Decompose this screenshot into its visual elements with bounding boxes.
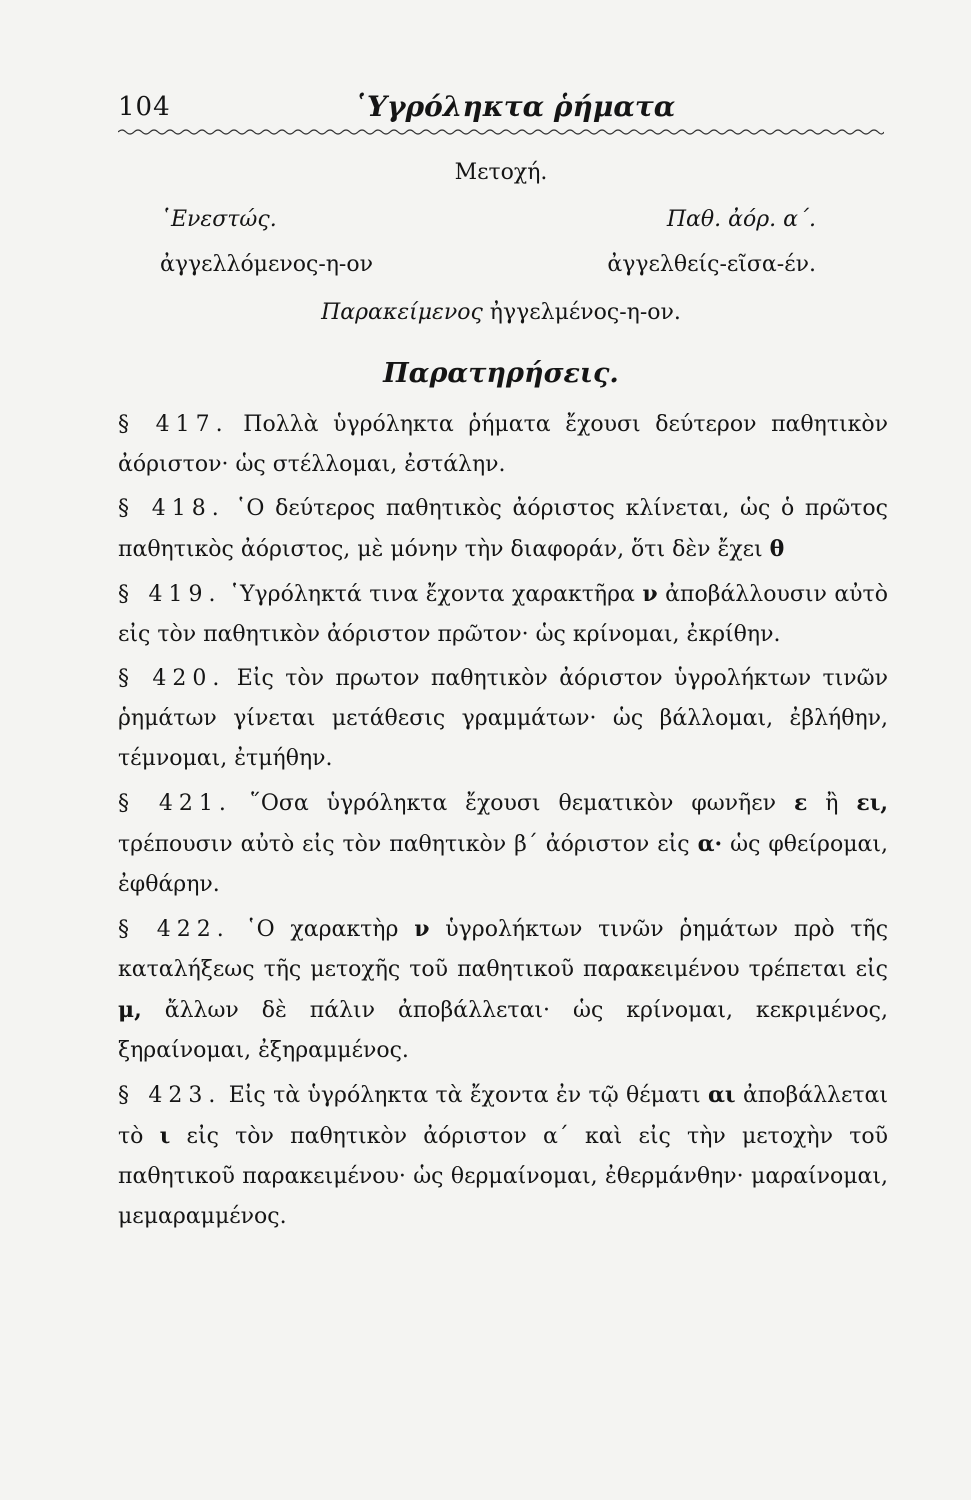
section-number: § 418. <box>118 496 225 521</box>
section-423 <box>118 1075 888 1237</box>
section-number: § 419. <box>118 582 222 607</box>
section-text: ῞Οσα ὑγρόληκτα ἔχουσι θεματικὸν φωνῆεν <box>249 791 777 816</box>
perfect-label: Παρακείμενος <box>321 300 483 325</box>
section-number: § 417. <box>118 412 229 437</box>
present-participle-forms: ἀγγελλόμενος-η-ον <box>160 252 373 277</box>
section-text: ἀποβάλλεται τὸ <box>118 1083 889 1149</box>
bold-letter: ε <box>793 790 808 816</box>
section-text: ἄλλων δὲ πάλιν ἀποβάλλεται· ὡς κρίνομαι, κεκριμένος, ξηραίνομαι, ἐξηραμμένος. <box>118 998 888 1063</box>
section-417 <box>118 405 888 485</box>
remarks-body <box>118 405 888 1241</box>
bold-letter: αι <box>707 1082 736 1108</box>
section-419 <box>118 574 888 655</box>
section-text: Εἰς τὰ ὑγρόληκτα τὰ ἔχοντα ἐν τῷ θέματι <box>228 1083 701 1108</box>
aorist-participle-forms: ἀγγελθείς-εῖσα-έν. <box>607 252 816 277</box>
section-text: ὡς φθείρομαι, ἐφθάρην. <box>118 832 888 897</box>
bold-letter: θ <box>769 536 785 562</box>
running-title: ῾Υγρόληκτα ῥήματα <box>353 90 676 123</box>
section-text: τρέπουσιν αὐτὸ εἰς τὸν παθητικὸν β΄ ἀόριστον εἰς <box>118 832 690 857</box>
remarks-heading: Παρατηρήσεις. <box>383 358 619 389</box>
aorist-label: Παθ. ἀόρ. α΄. <box>666 207 816 232</box>
section-422 <box>118 909 888 1071</box>
bold-letter: μ, <box>118 997 142 1023</box>
bold-letter: ει, <box>856 790 889 816</box>
participle-heading: Μετοχή. <box>454 160 548 185</box>
section-text: ῾Υγρόληκτά τινα ἔχοντα χαρακτῆρα <box>228 582 635 607</box>
section-text: εἰς τὸν παθητικὸν ἀόριστον α΄ καὶ εἰς τὴν μετοχὴν τοῦ παθητικοῦ παρακειμένου· ὡς θερμαίνομαι, ἐθερμάνθην· μαραίνομαι, μεμαραμμένος. <box>118 1124 889 1229</box>
page-header <box>118 88 884 132</box>
section-418 <box>118 489 888 570</box>
section-text: Πολλὰ ὑγρόληκτα ῥήματα ἔχουσι δεύτερον παθητικὸν ἀόριστον· ὡς στέλλομαι, ἐστάλην. <box>118 412 888 477</box>
perfect-participle-forms: ἠγγελμένος-η-ον. <box>489 300 681 325</box>
bold-letter: ν <box>414 916 430 942</box>
wavy-header-rule <box>118 128 884 136</box>
page-number: 104 <box>118 92 171 122</box>
perfect-participle-line <box>118 300 884 325</box>
section-text: ῾Ο χαρακτὴρ <box>245 917 399 942</box>
bold-letter: α· <box>697 831 723 857</box>
section-number: § 422. <box>118 917 230 942</box>
section-text: ἢ <box>825 791 839 816</box>
section-number: § 420. <box>118 666 226 691</box>
section-text: Εἰς τὸν πρωτον παθητικὸν ἀόριστον ὑγρολήκτων τινῶν ῥημάτων γίνεται μετάθεσις γραμμάτων· ὡς βάλλομαι, ἐβλήθην, τέμνομαι, ἐτμήθην. <box>118 666 888 771</box>
section-420 <box>118 659 888 779</box>
section-number: § 421. <box>118 791 232 816</box>
section-text: ἀποβάλλουσιν αὐτὸ εἰς τὸν παθητικὸν ἀόριστον πρῶτον· ὡς κρίνομαι, ἐκρίθην. <box>118 582 888 647</box>
section-text: ῾Ο δεύτερος παθητικὸς ἀόριστος κλίνεται, ὡς ὁ πρῶτος παθητικὸς ἀόριστος, μὲ μόνην τὴν διαφοράν, ὅτι δὲν ἔχει <box>118 496 888 562</box>
bold-letter: ν <box>642 581 658 607</box>
present-label: ῾Ενεστώς. <box>160 207 277 232</box>
section-text: ὑγρολήκτων τινῶν ῥημάτων πρὸ τῆς καταλήξεως τῆς μετοχῆς τοῦ παθητικοῦ παρακειμένου τρέπεται εἰς <box>118 917 889 982</box>
section-number: § 423. <box>118 1083 222 1108</box>
bold-letter: ι <box>159 1123 171 1149</box>
section-421 <box>118 783 888 905</box>
